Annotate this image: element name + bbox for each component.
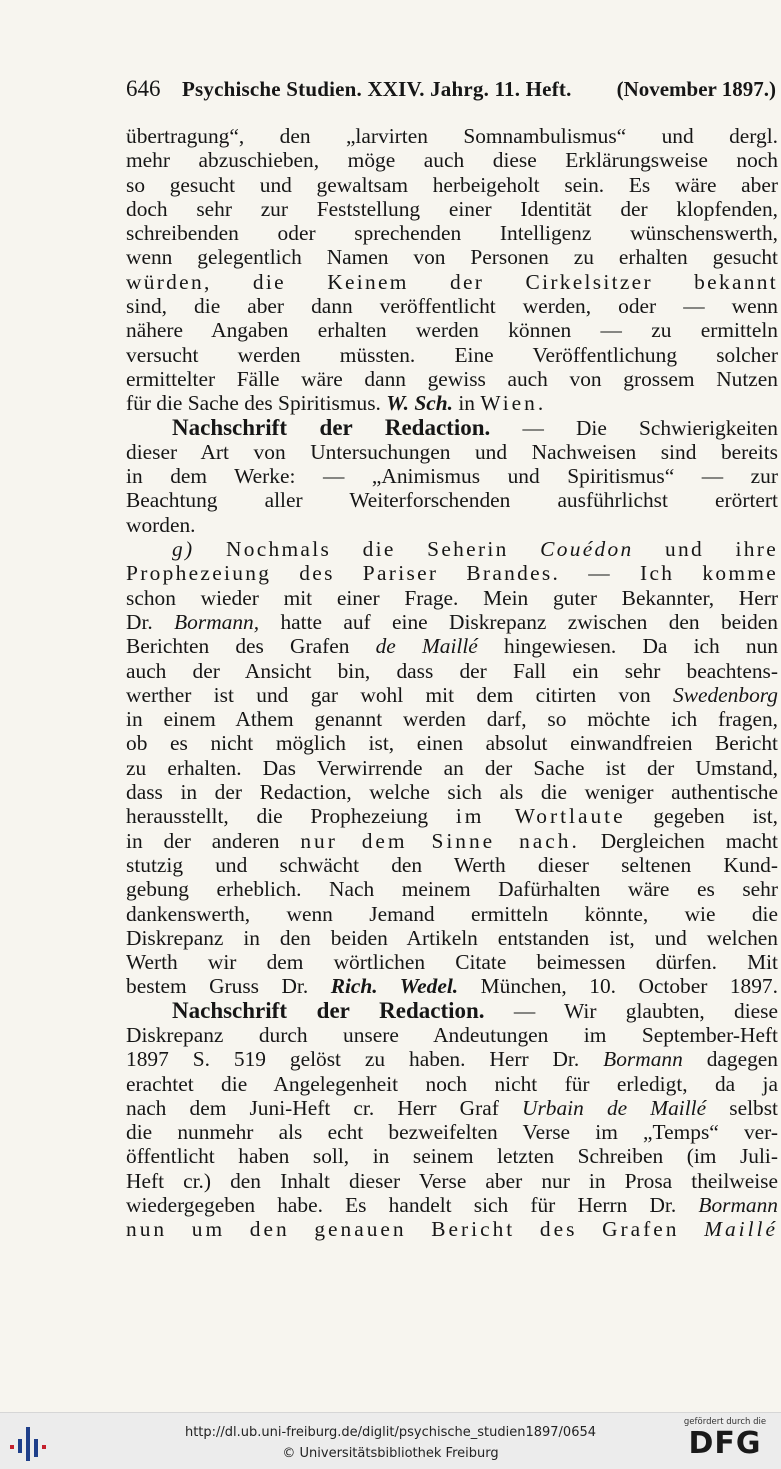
text-run: nach dem Juni-Heft cr. Herr Graf — [126, 1095, 499, 1120]
item-label: g) — [172, 537, 195, 562]
author-signature: W. Sch. — [386, 391, 453, 416]
text-line — [126, 1217, 778, 1241]
permalink-url[interactable]: http://dl.ub.uni-freiburg.de/diglit/psychische_studien1897/0654 — [184, 1425, 597, 1440]
text-run: Berichten des Grafen — [126, 634, 350, 659]
text-run: Nochmals die Seherin — [225, 537, 509, 562]
text-line: Beachtung aller Weiterforschenden ausführlichst erörtert — [126, 488, 778, 513]
place-name: Wien. — [480, 391, 547, 416]
text-line: übertragung“, den „larvirten Somnambulismus“ und dergl. — [126, 124, 778, 148]
text-run: in — [458, 391, 475, 416]
spaced-emphasis: nun um den genauen Bericht des Grafen — [126, 1217, 680, 1242]
text-line: schreibenden oder sprechenden Intelligenz wünschenswerth, — [126, 221, 778, 246]
text-run: — Die Schwierigkeiten — [522, 415, 778, 440]
text-line — [126, 634, 778, 658]
text-line: dieser Art von Untersuchungen und Nachweisen sind bereits — [126, 439, 778, 464]
text-line: Werth wir dem wörtlichen Citate beimessen dürfen. Mit — [126, 950, 778, 975]
text-run: bestem Gruss Dr. — [126, 974, 309, 999]
spaced-emphasis: nur dem Sinne nach. — [300, 828, 580, 853]
person-name: Couédon — [540, 537, 634, 562]
text-run: hatte auf eine Diskrepanz zwischen den beiden — [280, 609, 778, 634]
copyright-notice: © Universitätsbibliothek Freiburg — [282, 1446, 499, 1461]
person-name: Swedenborg — [673, 682, 778, 707]
section-heading: Nachschrift der Redaction. — [172, 415, 491, 440]
text-line: Prophezeiung des Pariser Brandes. — Ich komme — [126, 561, 778, 586]
text-line: zu erhalten. Das Verwirrende an der Sache ist der Umstand, — [126, 755, 778, 780]
viewer-footer — [0, 1412, 781, 1469]
body-text — [126, 124, 778, 1242]
text-line: gebung erheblich. Nach meinem Dafürhalten wäre es sehr — [126, 877, 778, 902]
text-line: schon wieder mit einer Frage. Mein guter Bekannter, Herr — [126, 585, 778, 610]
section-heading-line — [126, 416, 778, 440]
person-name: de Maillé — [375, 634, 478, 659]
text-line — [126, 1047, 778, 1071]
text-line: stutzig und schwächt den Werth dieser seltenen Kund- — [126, 852, 778, 877]
spaced-emphasis: im Wortlaute — [455, 804, 626, 829]
text-line: nähere Angaben erhalten werden können — zu ermitteln — [126, 318, 778, 343]
text-line: erachtet die Angelegenheit noch nicht für erledigt, da ja — [126, 1071, 778, 1096]
text-line — [126, 1096, 778, 1120]
text-line: Heft cr.) den Inhalt dieser Verse aber nur in Prosa theilweise — [126, 1168, 778, 1193]
text-run: Dr. — [126, 609, 153, 634]
text-line: die nunmehr als echt bezweifelten Verse im „Temps“ ver- — [126, 1120, 778, 1145]
dfg-tagline: gefördert durch die — [683, 1417, 767, 1427]
text-line: dankenswerth, wenn Jemand ermitteln könnte, wie die — [126, 901, 778, 926]
text-line: wenn gelegentlich Namen von Personen zu erhalten gesucht — [126, 245, 778, 270]
text-line: ermittelter Fälle wäre dann gewiss auch von grossem Nutzen — [126, 366, 778, 391]
text-run: München, 10. October 1897. — [480, 974, 778, 999]
text-line: in einem Athem genannt werden darf, so möchte ich fragen, — [126, 707, 778, 732]
text-line: öffentlicht haben soll, in seinem letzten Schreiben (im Juli- — [126, 1144, 778, 1169]
text-run: und ihre — [665, 537, 778, 562]
text-line-signature — [126, 974, 778, 998]
text-run: werther ist und gar wohl mit dem citirten von — [126, 682, 651, 707]
text-line — [126, 1193, 778, 1217]
section-heading: Nachschrift der Redaction. — [172, 998, 485, 1023]
person-name: Maillé — [704, 1217, 778, 1242]
text-line — [126, 610, 778, 634]
issue-date: (November 1897.) — [616, 77, 776, 101]
text-run: 1897 S. 519 gelöst zu haben. Herr Dr. — [126, 1047, 580, 1072]
author-signature: Rich. Wedel. — [330, 974, 459, 999]
page-number: 646 — [126, 76, 161, 101]
text-line: doch sehr zur Feststellung einer Identität der klopfenden, — [126, 196, 778, 221]
text-line: worden. — [126, 512, 196, 537]
page-header — [126, 74, 776, 104]
dfg-logo-text: DFG — [688, 1426, 762, 1461]
text-run: hingewiesen. Da ich nun — [504, 634, 778, 659]
person-name: Bormann, — [174, 609, 260, 634]
text-run: dagegen — [706, 1047, 778, 1072]
section-heading-line — [126, 999, 778, 1023]
text-line: so gesucht und gewaltsam herbeigeholt sein. Es wäre aber — [126, 172, 778, 197]
text-line: Diskrepanz in den beiden Artikeln entstanden ist, und welchen — [126, 925, 778, 950]
text-line — [126, 804, 778, 828]
text-line-signature — [126, 391, 778, 415]
text-line: dass in der Redaction, welche sich als die weniger authentische — [126, 780, 778, 805]
item-heading-line — [126, 537, 778, 561]
person-name: Bormann — [698, 1193, 778, 1218]
text-line: würden, die Keinem der Cirkelsitzer bekannt — [126, 269, 778, 294]
text-line — [126, 829, 778, 853]
running-title: Psychische Studien. XXIV. Jahrg. 11. Heft. — [182, 77, 572, 101]
text-line — [126, 683, 778, 707]
text-line: sind, die aber dann veröffentlicht werden, oder — wenn — [126, 294, 778, 319]
text-run: — Wir glaubten, diese — [513, 998, 778, 1023]
text-line: ob es nicht möglich ist, einen absolut einwandfreien Bericht — [126, 731, 778, 756]
text-line: in dem Werke: — „Animismus und Spiritismus“ — zur — [126, 464, 778, 489]
person-name: Urbain de Maillé — [522, 1095, 707, 1120]
text-run: gegeben ist, — [653, 804, 778, 829]
text-run: selbst — [729, 1095, 778, 1120]
text-run: für die Sache des Spiritismus. — [126, 391, 381, 416]
text-line: Diskrepanz durch unsere Andeutungen im September-Heft — [126, 1022, 778, 1047]
text-run: Dergleichen macht — [600, 828, 778, 853]
text-line: mehr abzuschieben, möge auch diese Erklärungsweise noch — [126, 148, 778, 173]
dfg-logo — [683, 1417, 767, 1465]
text-run: wiedergegeben habe. Es handelt sich für Herrn Dr. — [126, 1193, 677, 1218]
text-run: in der anderen — [126, 828, 280, 853]
text-line: auch der Ansicht bin, dass der Fall ein sehr beachtens- — [126, 658, 778, 683]
person-name: Bormann — [603, 1047, 683, 1072]
text-line: versucht werden müssten. Eine Veröffentlichung solcher — [126, 342, 778, 367]
text-run: herausstellt, die Prophezeiung — [126, 804, 429, 829]
